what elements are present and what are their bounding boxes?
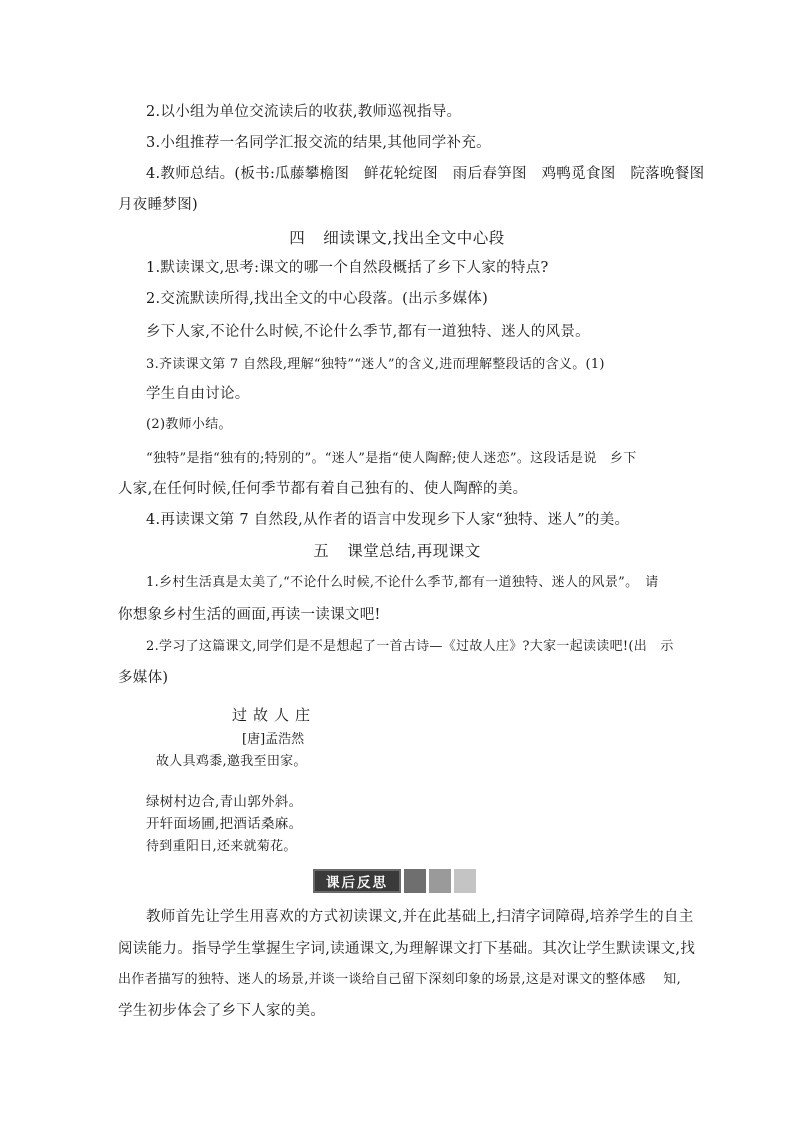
step-4-text: 4.教师总结。(板书:瓜藤攀檐图 鲜花轮绽图 雨后春笋图 鸡鸭觅食图 院落晚餐图 [146,166,705,182]
section-5-heading [0,540,794,562]
banner-decoration-block [429,869,451,893]
section-4-step-3: 3.齐读课文第 7 自然段,理解“独特”“迷人”的含义,进而理解整段话的含义。(1) [146,357,605,372]
reflection-text-line-3: 出作者描写的独特、迷人的场景,并谈一谈给自己留下深刻印象的场景,这是对课文的整体感 知, [118,972,682,987]
section-4-heading [0,227,794,249]
poem-author: [唐]孟浩然 [242,732,305,747]
section-5-step-2-continued: 多媒体) [118,670,169,686]
section-4-number: 四 [289,229,306,247]
central-paragraph-quote: 乡下人家,不论什么时候,不论什么季节,都有一道独特、迷人的风景。 [146,324,590,340]
section-4-step-1: 1.默读课文,思考:课文的哪一个自然段概括了乡下人家的特点? [146,260,549,276]
section-5-step-2: 2.学习了这篇课文,同学们是不是想起了一首古诗—《过故人庄》?大家一起读读吧!(出 示 [146,639,674,654]
reflection-text-line-2: 阅读能力。指导学生掌握生字词,读通课文,为理解课文打下基础。其次让学生默读课文,找 [118,941,696,957]
step-2-text: 2.以小组为单位交流读后的收获,教师巡视指导。 [146,104,462,120]
poem-line: 故人具鸡黍,邀我至田家。 [156,754,307,769]
reflection-banner-label: 课后反思 [313,869,401,893]
section-5-title: 课堂总结,再现课文 [347,542,481,560]
summary-explanation: “独特”是指“独有的;特别的”。“迷人”是指“使人陶醉;使人迷恋”。这段话是说 乡下 [146,451,637,466]
step-4-continued: 月夜睡梦图) [118,197,198,213]
poem-line: 开轩面场圃,把酒话桑麻。 [146,816,303,832]
poem-line: 待到重阳日,还来就菊花。 [146,839,297,854]
reflection-banner [313,869,476,893]
banner-decoration-block [404,869,426,893]
banner-decoration-block [454,869,476,893]
section-5-step-1: 1.乡村生活真是太美了,“不论什么时候,不论什么季节,都有一道独特、迷人的风景”。 请 [146,575,659,590]
summary-explanation-continued: 人家,在任何时候,任何季节都有着自己独有的、使人陶醉的美。 [118,481,528,497]
student-discussion: 学生自由讨论。 [146,386,250,402]
section-4-step-2: 2.交流默读所得,找出全文的中心段落。(出示多媒体) [146,291,489,307]
step-3-text: 3.小组推荐一名同学汇报交流的结果,其他同学补充。 [146,135,491,151]
section-5-step-1-continued: 你想象乡村生活的画面,再读一读课文吧! [118,607,381,623]
reflection-text-line-4: 学生初步体会了乡下人家的美。 [118,1003,326,1019]
poem-line: 绿树村边合,青山郭外斜。 [146,794,303,810]
section-4-title: 细读课文,找出全文中心段 [323,229,505,247]
section-5-number: 五 [313,542,330,560]
teacher-summary: (2)教师小结。 [146,417,232,432]
poem-title: 过故人庄 [232,706,317,724]
reflection-text-line-1: 教师首先让学生用喜欢的方式初读课文,并在此基础上,扫清字词障碍,培养学生的自主 [146,909,694,925]
section-4-step-4: 4.再读课文第 7 自然段,从作者的语言中发现乡下人家“独特、迷人”的美。 [146,512,630,528]
